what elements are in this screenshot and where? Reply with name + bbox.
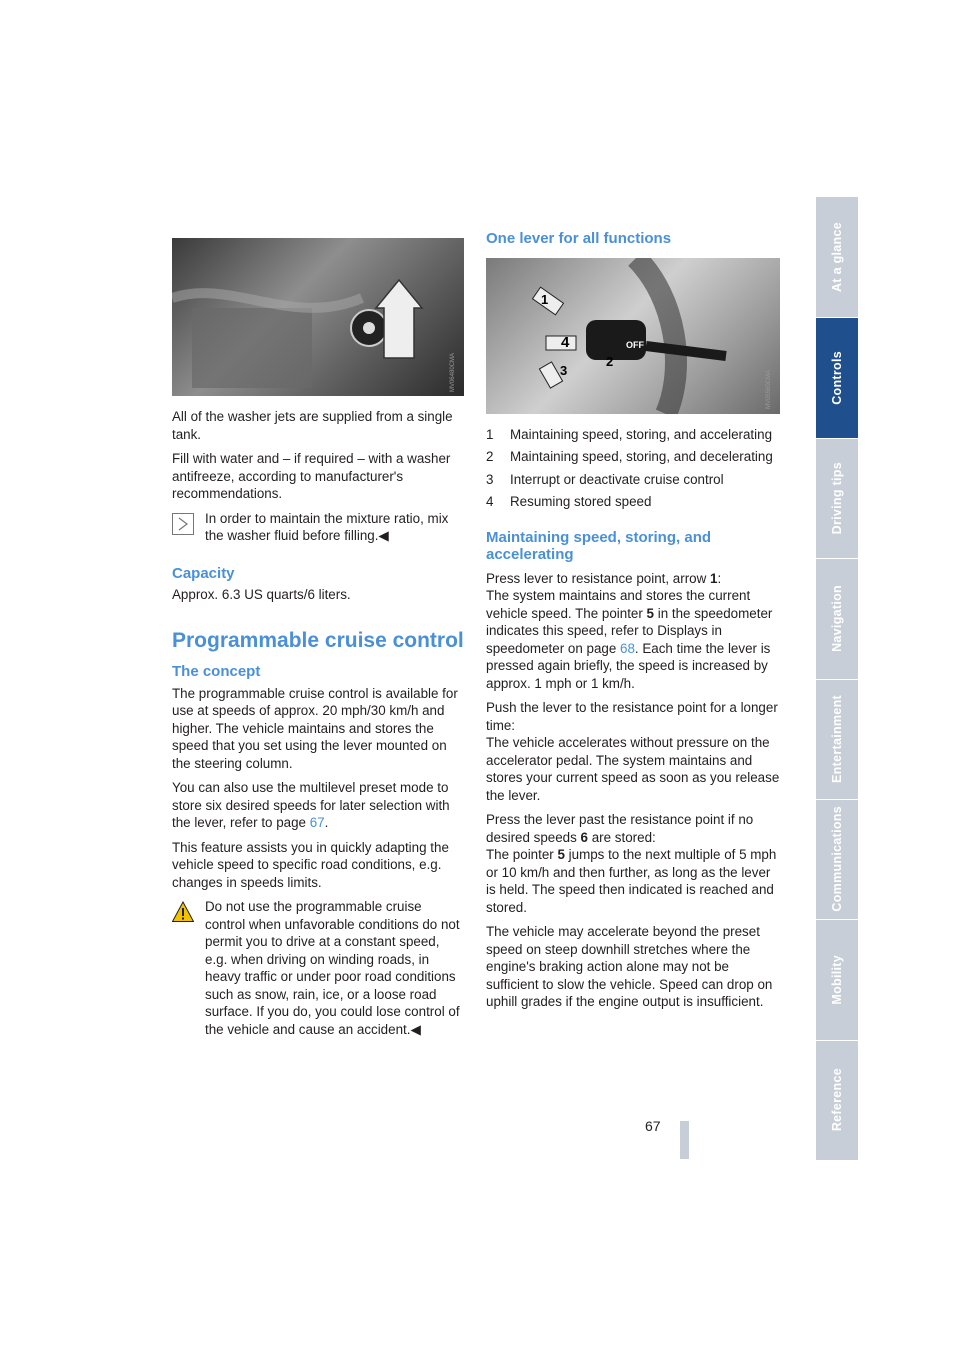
label-2: 2 (606, 353, 614, 369)
tab-divider (816, 919, 858, 920)
reference-number: 5 (646, 605, 654, 621)
cruise-lever-photo (486, 258, 780, 414)
chapter-tab-label: Navigation (830, 584, 844, 652)
reference-number: 6 (580, 829, 588, 845)
tab-divider (816, 438, 858, 439)
paragraph (486, 570, 780, 588)
paragraph-text: The system maintains and stores the current vehicle speed. The pointer (486, 588, 751, 621)
washer-reservoir-illustration (172, 238, 464, 396)
page-link-68[interactable]: 68 (620, 640, 635, 656)
label-3: 3 (560, 362, 568, 378)
capacity-text: Approx. 6.3 US quarts/6 liters. (172, 587, 351, 602)
concept-heading: The concept (172, 663, 261, 680)
chapter-tab-label: Mobility (830, 954, 844, 1005)
warning-text: Do not use the programmable cruise control when unfavorable conditions do not permit you to drive at a constant speed, e.g. when driving on winding roads, in heavy traffic or under poor road conditions such as snow, rain, ice, or a loose road surface. If you do, you could lose control of the vehicle and cause an accident.◀ (205, 899, 460, 1037)
tab-divider (816, 558, 858, 559)
chapter-tab-entertainment[interactable] (816, 679, 858, 799)
list-number: 3 (486, 471, 494, 487)
paragraph: This feature assists you in quickly adapting the vehicle speed to specific road conditions, e.g. changes in speeds limits. (172, 839, 449, 890)
chapter-tabs (816, 197, 858, 1160)
cruise-lever-illustration (486, 258, 780, 414)
paragraph-text: jumps to the next multiple of 5 mph or 10 km/h and then further, as long as the lever is held. The speed then indicated is reached and stored. (486, 847, 777, 915)
paragraph (172, 779, 464, 832)
paragraph (486, 587, 780, 692)
chapter-tab-label: Driving tips (830, 461, 844, 535)
paragraph-text: are stored: (588, 829, 656, 845)
paragraph: The vehicle accelerates without pressure on the accelerator pedal. The system maintains and stores your current speed as soon as you release the lever. (486, 735, 780, 803)
note-icon (172, 513, 194, 535)
paragraph: Push the lever to the resistance point for a longer time: (486, 700, 778, 733)
list-item (486, 471, 780, 489)
list-number: 4 (486, 494, 494, 509)
list-number: 2 (486, 449, 494, 464)
warning-box (172, 898, 464, 1038)
paragraph: The programmable cruise control is available for use at speeds of approx. 20 mph/30 km/h and higher. The vehicle maintains and stores the speed that you set using the lever mounted on the steering column. (172, 685, 458, 771)
tab-divider (816, 679, 858, 680)
capacity-heading: Capacity (172, 564, 235, 582)
paragraph-text: in the speedometer indicates this speed, refer to Displays in speedometer on page (486, 605, 773, 656)
chapter-tab-mobility[interactable] (816, 919, 858, 1039)
paragraph-text: Press lever to resistance point, arrow (486, 570, 711, 586)
photo-code: MV05560CMA (765, 370, 772, 410)
chapter-tab-navigation[interactable] (816, 558, 858, 678)
chapter-tab-label: At a glance (830, 222, 844, 293)
list-item (486, 426, 780, 444)
paragraph-text: You can also use the multilevel preset mode to store six desired speeds for later selection with the lever, refer to page (172, 780, 450, 830)
paragraph: The vehicle may accelerate beyond the preset speed on steep downhill stretches where the engine's braking action alone may not be sufficient to slow the vehicle. Speed can drop on uphill grades if the engine output is insufficient. (486, 924, 773, 1009)
list-item (486, 448, 780, 466)
list-text: Interrupt or deactivate cruise control (510, 471, 724, 487)
paragraph-text: Press the lever past the resistance point if no desired speeds (486, 812, 754, 845)
tab-divider (816, 1040, 858, 1041)
section-title: Programmable cruise control (172, 628, 464, 652)
chapter-tab-at-a-glance[interactable] (816, 197, 858, 317)
reference-number: 1 (710, 570, 718, 586)
page-marker-bar (680, 1121, 689, 1159)
chapter-tab-label: Communications (830, 806, 844, 912)
chapter-tab-controls[interactable] (816, 317, 858, 437)
paragraph: All of the washer jets are supplied from a single tank. (172, 409, 453, 442)
tab-divider (816, 799, 858, 800)
note-text: In order to maintain the mixture ratio, mix the washer fluid before filling.◀ (205, 510, 449, 543)
chapter-tab-label: Controls (830, 350, 844, 405)
reference-number: 5 (557, 847, 565, 862)
list-text: Maintaining speed, storing, and accelerating (510, 426, 773, 442)
list-item (486, 493, 780, 511)
paragraph-text: : (717, 570, 722, 586)
maintaining-heading: Maintaining speed, storing, and accelerating (486, 528, 712, 563)
lever-function-list (486, 426, 780, 511)
washer-reservoir-photo (172, 238, 464, 396)
right-column (486, 230, 780, 1018)
chapter-tab-reference[interactable] (816, 1040, 858, 1160)
label-1: 1 (541, 291, 549, 307)
paragraph-text: . Each time the lever is pressed again briefly, the speed is increased by approx. 1 mph or 1 km/h. (486, 640, 771, 691)
tab-divider (816, 317, 858, 318)
paragraph-text: The pointer (486, 847, 558, 862)
paragraph-text: . (324, 815, 329, 830)
chapter-tab-communications[interactable] (816, 799, 858, 919)
list-text: Maintaining speed, storing, and decelerating (510, 449, 773, 464)
left-column (172, 238, 464, 1038)
chapter-tab-label: Entertainment (830, 694, 844, 783)
list-number: 1 (486, 426, 494, 442)
note-box (172, 510, 464, 545)
lever-heading: One lever for all functions (486, 230, 672, 247)
page-number: 67 (645, 1118, 661, 1134)
chapter-tab-label: Reference (830, 1068, 844, 1132)
photo-code: MV06480CMA (449, 352, 456, 392)
chapter-tab-driving-tips[interactable] (816, 438, 858, 558)
list-text: Resuming stored speed (510, 494, 652, 509)
paragraph: Fill with water and – if required – with a washer antifreeze, according to manufacturer's recommendations. (172, 451, 451, 501)
label-4: 4 (561, 333, 570, 351)
paragraph (486, 811, 780, 846)
paragraph (486, 846, 780, 916)
warning-icon (172, 901, 194, 923)
page-link-67[interactable]: 67 (309, 815, 325, 830)
off-label: OFF (626, 339, 644, 350)
